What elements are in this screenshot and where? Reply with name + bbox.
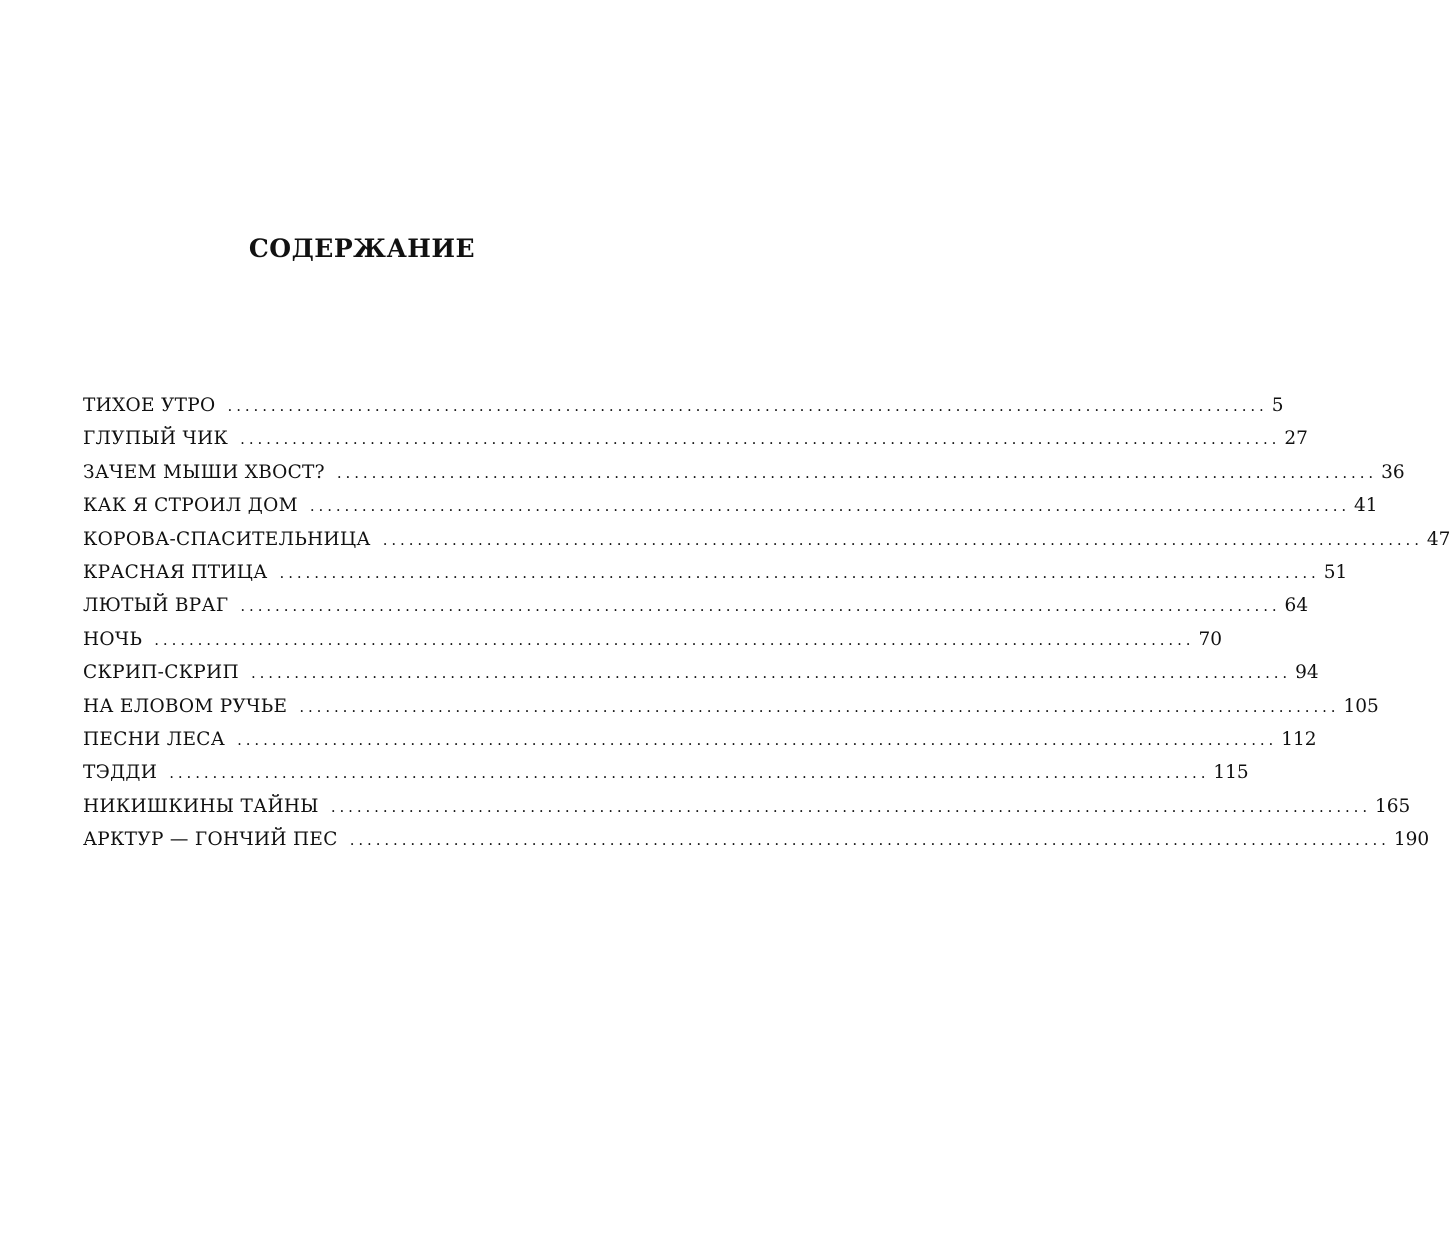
toc-dot-leader: ........................................................................................................................ <box>299 697 1340 716</box>
toc-entry-page-number: 112 <box>1281 728 1317 750</box>
toc-entry <box>83 422 1308 455</box>
toc-entry <box>83 389 1284 422</box>
toc-dot-leader: ........................................................................................................................ <box>237 730 1278 749</box>
toc-dot-leader: ........................................................................................................................ <box>336 463 1378 482</box>
toc-entry-title: КОРОВА-СПАСИТЕЛЬНИЦА <box>83 528 371 550</box>
toc-dot-leader: ........................................................................................................................ <box>330 797 1371 816</box>
toc-entry <box>83 823 1430 856</box>
toc-entry-title: СКРИП-СКРИП <box>83 662 239 684</box>
toc-dot-leader: ........................................................................................................................ <box>382 530 1423 549</box>
toc-entry <box>83 623 1222 656</box>
toc-entry-title: ПЕСНИ ЛЕСА <box>83 728 226 750</box>
toc-entry <box>83 523 1450 556</box>
toc-entry-page-number: 64 <box>1284 595 1309 617</box>
toc-entry-title: АРКТУР — ГОНЧИЙ ПЕС <box>83 829 338 851</box>
toc-entry-title: КАК Я СТРОИЛ ДОМ <box>83 495 298 517</box>
toc-entry-page-number: 27 <box>1284 428 1308 450</box>
toc-dot-leader: ........................................................................................................................ <box>279 563 1320 582</box>
toc-entry-title: ТИХОЕ УТРО <box>83 395 216 416</box>
toc-entry-page-number: 165 <box>1375 795 1411 817</box>
toc-entry <box>83 556 1348 589</box>
toc-dot-leader: ........................................................................................................................ <box>227 397 1268 415</box>
toc-entry-title: НИКИШКИНЫ ТАЙНЫ <box>83 795 319 817</box>
toc-entry-page-number: 115 <box>1213 762 1249 784</box>
toc-dot-leader: ........................................................................................................................ <box>154 630 1195 649</box>
toc-entry-title: ТЭДДИ <box>83 762 158 784</box>
toc-dot-leader: ........................................................................................................................ <box>240 430 1281 449</box>
toc-entry <box>83 489 1378 522</box>
toc-entry <box>83 756 1249 789</box>
toc-entry <box>83 589 1309 622</box>
toc-entry-title: ЗАЧЕМ МЫШИ ХВОСТ? <box>83 461 325 483</box>
toc-entry <box>83 690 1379 723</box>
toc-entry-title: НОЧЬ <box>83 628 143 650</box>
toc-entry-page-number: 41 <box>1354 495 1378 517</box>
toc-entry <box>83 723 1317 756</box>
toc-dot-leader: ........................................................................................................................ <box>349 831 1390 850</box>
toc-entry <box>83 656 1319 689</box>
toc-entry-page-number: 47 <box>1426 528 1450 550</box>
toc-dot-leader: ........................................................................................................................ <box>240 597 1281 616</box>
toc-entry-page-number: 94 <box>1295 662 1319 684</box>
toc-entry-title: КРАСНАЯ ПТИЦА <box>83 561 268 583</box>
toc-entry-title: ЛЮТЫЙ ВРАГ <box>83 595 229 617</box>
toc-entry-page-number: 190 <box>1393 829 1430 851</box>
toc-entry-title: НА ЕЛОВОМ РУЧЬЕ <box>83 695 288 717</box>
table-of-contents <box>83 389 1450 856</box>
toc-dot-leader: ........................................................................................................................ <box>250 664 1292 683</box>
toc-entry <box>83 790 1411 823</box>
toc-entry-page-number: 36 <box>1381 461 1405 483</box>
toc-entry-page-number: 5 <box>1271 395 1284 416</box>
toc-entry-page-number: 51 <box>1323 561 1348 583</box>
toc-entry-page-number: 105 <box>1343 695 1379 717</box>
toc-entry-page-number: 70 <box>1198 628 1222 650</box>
toc-dot-leader: ........................................................................................................................ <box>169 764 1210 783</box>
toc-dot-leader: ........................................................................................................................ <box>309 497 1351 516</box>
toc-entry <box>83 456 1405 489</box>
toc-entry-title: ГЛУПЫЙ ЧИК <box>83 428 229 450</box>
page-title: СОДЕРЖАНИЕ <box>248 234 476 263</box>
